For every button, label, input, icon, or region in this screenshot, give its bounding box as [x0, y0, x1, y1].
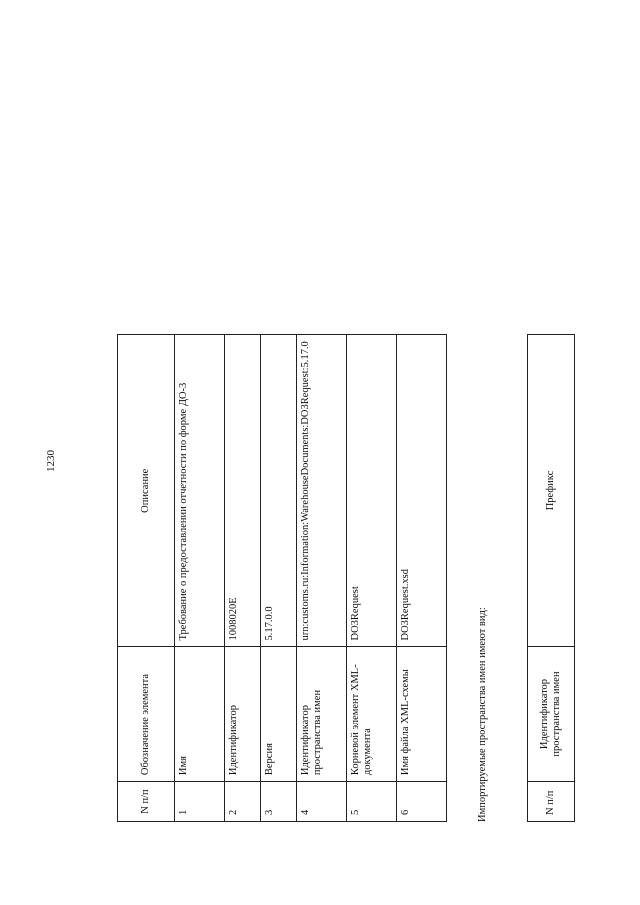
header-element: Обозначение элемента	[118, 647, 175, 782]
row-description: DO3Request	[347, 335, 397, 647]
row-number: 2	[225, 782, 261, 822]
row-element: Идентификатор пространства имен	[297, 647, 347, 782]
table-row	[397, 335, 447, 822]
table-header-row	[118, 335, 175, 822]
row-number: 1	[175, 782, 225, 822]
row-description: 1008020E	[225, 335, 261, 647]
page-number: 1230	[45, 450, 57, 472]
ns-header-number: N п/п	[528, 782, 575, 822]
row-number: 6	[397, 782, 447, 822]
row-description: Требование о предоставлении отчетности по форме ДО-3	[175, 335, 225, 647]
row-element: Идентификатор	[225, 647, 261, 782]
row-description: urn:customs.ru:Information:WarehouseDocuments:DO3Request:5.17.0	[297, 335, 347, 647]
table-row	[261, 335, 297, 822]
imports-intro: Импортируемые пространства имен имеют вид:	[477, 607, 488, 822]
namespace-table	[527, 334, 575, 822]
row-number: 3	[261, 782, 297, 822]
row-description: DO3Request.xsd	[397, 335, 447, 647]
table-row	[225, 335, 261, 822]
ns-header-identifier: Идентификатор пространства имен	[528, 647, 575, 782]
row-element: Имя	[175, 647, 225, 782]
table-row	[347, 335, 397, 822]
namespace-header-row	[528, 335, 575, 822]
row-description: 5.17.0.0	[261, 335, 297, 647]
row-number: 5	[347, 782, 397, 822]
header-description: Описание	[118, 335, 175, 647]
table-row	[175, 335, 225, 822]
element-table	[117, 334, 447, 822]
row-element: Имя файла XML-схемы	[397, 647, 447, 782]
ns-header-prefix: Префикс	[528, 335, 575, 647]
row-element: Версия	[261, 647, 297, 782]
row-element: Корневой элемент XML-документа	[347, 647, 397, 782]
rotated-content	[117, 332, 597, 822]
row-number: 4	[297, 782, 347, 822]
header-number: N п/п	[118, 782, 175, 822]
table-row	[297, 335, 347, 822]
